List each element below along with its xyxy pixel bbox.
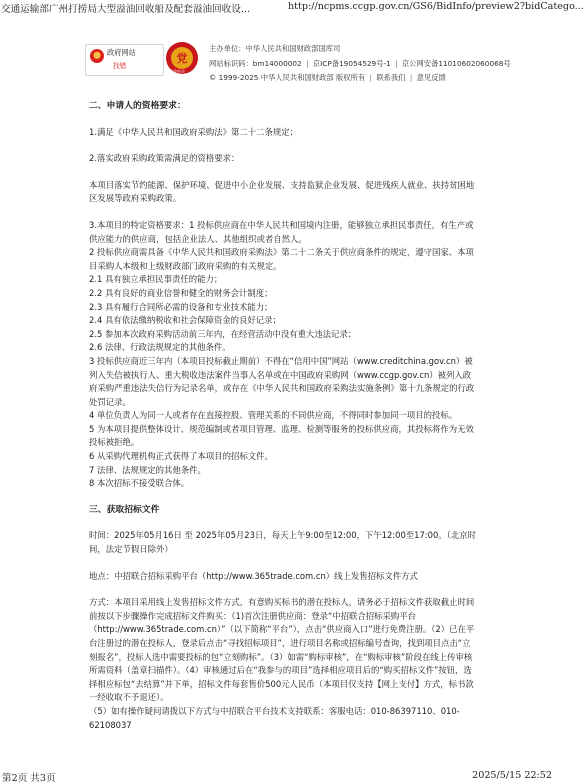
requirement-7: 7 法律、法规规定的其他条件。 bbox=[89, 464, 206, 475]
requirement-5: 5 为本项目提供整体设计、规范编制或者项目管理、监理、检测等服务的投标供应商，其投标将作为无效投标被拒绝。 bbox=[89, 423, 474, 448]
site-code: bm14000002 bbox=[252, 58, 302, 68]
party-gov-organ-emblem[interactable] bbox=[166, 42, 198, 74]
list-item: 2.3 具有履行合同所必需的设备和专业技术能力； bbox=[89, 301, 273, 312]
list-item: 2.2 具有良好的商业信誉和健全的财务会计制度； bbox=[89, 287, 273, 298]
acquisition-method: 方式：本项目采用线上发售招标文件方式，有意购买标书的潜在投标人，请务必于招标文件获取截止时间前按以下步骤操作完成招标文件购买：（1)首次注册供应商：登录“中招联合招标采购平台（http://www.365trade.com.cn）”（以下简称“平台”），点击“供应商入口”进行免费注册。（2）已在平台注册过的潜在投标人，登录后点击“寻找招标项目”，进行项目名称或招标编号查询，找到项目点击“立刻报名”，投标人选中需要投标的包“立刻购标”。（3）如需“购标审核”，在“购标审核”阶段在线上传审核所需资料（盖章扫描件）。（4）审核通过后在“我参与的项目”选择相应项目后的“购买招标文件”按钮，选择相应标包“去结算”并下单，招标文件每套售价500元人民币（本项目仅支持【网上支付】方式，标书款一经收取不予退还）。 bbox=[89, 597, 475, 703]
print-header bbox=[0, 0, 584, 16]
print-footer bbox=[0, 768, 554, 783]
police-record-link[interactable]: 京公网安备11010602060068号 bbox=[401, 58, 511, 68]
requirement-4: 4 单位负责人为同一人或者存在直接控股、管理关系的不同供应商，不得同时参加同一项目的投标。 bbox=[89, 410, 458, 421]
credit-requirement: 3 投标供应商近三年内（本项目投标截止期前）不得在“信用中国”网站（www.creditchina.gov.cn）被列入失信被执行人、重大税收违法案件当事人名单或在中国政府采购网（www.ccgp.gov.cn）被列入政府采购严重违法失信行为记录名单，或存在《中华人民共和国政府采购法实施条例》第十九条规定的行政处罚记录。 bbox=[89, 355, 475, 407]
site-header bbox=[85, 40, 511, 88]
section-2-title: 二、申请人的资格要求： bbox=[89, 101, 186, 111]
list-item: 2.4 具有依法缴纳税收和社会保障资金的良好记录； bbox=[89, 315, 281, 326]
requirement-1: 1.满足《中华人民共和国政府采购法》第二十二条规定； bbox=[89, 126, 298, 137]
sponsor-text: 主办单位：中华人民共和国财政部国库司 bbox=[209, 44, 341, 53]
contact-link[interactable]: 联系我们 bbox=[376, 73, 406, 82]
print-page-url: http://ncpms.ccgp.gov.cn/GS6/BidInfo/preview2?bidCatego... bbox=[288, 1, 584, 12]
print-datetime: 2025/5/15 22:52 bbox=[472, 770, 552, 781]
section-3-title: 三、获取招标文件 bbox=[89, 504, 160, 515]
acquisition-time: 时间：2025年05月16日 至 2025年05月23日，每天上午9:00至12:00，下午12:00至17:00。（北京时间，法定节假日除外） bbox=[89, 530, 476, 555]
print-page-title: 交通运输部广州打捞局大型溢油回收船及配套溢油回收设... bbox=[1, 4, 250, 15]
support-contact: （5）如有操作疑问请拨以下方式与中招联合平台技术支持联系：客服电话：010-86397110、010-62108037 bbox=[89, 705, 460, 730]
site-info bbox=[209, 42, 511, 86]
logo-subtext: 找错 bbox=[113, 62, 127, 70]
emblem-caption: 党政机关 bbox=[169, 69, 185, 74]
national-emblem-icon bbox=[90, 49, 104, 63]
requirement-6: 6 从采购代理机构正式获得了本项目的招标文件。 bbox=[89, 451, 273, 462]
requirement-2-detail: 本项目落实节约能源、保护环境、促进中小企业发展、支持监狱企业发展、促进残疾人就业、扶持贫困地区发展等政府采购政策。 bbox=[89, 179, 475, 204]
icp-link[interactable]: 京ICP备19054529号-1 bbox=[312, 58, 391, 68]
acquisition-place: 地点：中招联合招标采购平台（http://www.365trade.com.cn）线上发售招标文件方式 bbox=[89, 570, 418, 581]
site-code-label: 网站标识码： bbox=[209, 58, 253, 68]
requirement-8: 8 本次招标不接受联合体。 bbox=[89, 478, 190, 489]
copyright-text: © 1999-2025 中华人民共和国财政部 版权所有 bbox=[209, 73, 366, 82]
list-item: 2.5 参加本次政府采购活动前三年内，在经营活动中没有重大违法记录； bbox=[89, 328, 357, 339]
registration-line: 网站标识码：bm14000002 | 京ICP备19054529号-1 | 京公网安备11010602060068号 bbox=[209, 58, 511, 68]
requirement-3: 3.本项目的特定资格要求：1 投标供应商在中华人民共和国境内注册，能够独立承担民事责任，有生产或供应能力的供应商，包括企业法人、其他组织或者自然人。 bbox=[89, 219, 474, 244]
party-emblem-icon: 党 bbox=[171, 47, 193, 69]
copyright-line: © 1999-2025 中华人民共和国财政部 版权所有 | 联系我们 | 意见反馈 bbox=[209, 73, 446, 82]
list-item: 2.1 具有独立承担民事责任的能力； bbox=[89, 274, 223, 285]
feedback-link[interactable]: 意见反馈 bbox=[416, 73, 446, 82]
logo-text: 政府网站 bbox=[107, 48, 136, 57]
page-number: 第2页 共3页 bbox=[2, 773, 56, 784]
requirement-2: 2.落实政府采购政策需满足的资格要求： bbox=[89, 153, 240, 164]
requirement-3-2: 2 投标供应商需具备《中华人民共和国政府采购法》第二十二条关于供应商条件的规定，遵守国家、本项目采购人本级和上级财政部门政府采购的有关规定。 bbox=[89, 247, 474, 271]
announcement-content bbox=[89, 100, 476, 732]
list-item: 2.6 法律、行政法规规定的其他条件。 bbox=[89, 342, 231, 353]
gov-website-logo-button[interactable] bbox=[85, 44, 164, 76]
